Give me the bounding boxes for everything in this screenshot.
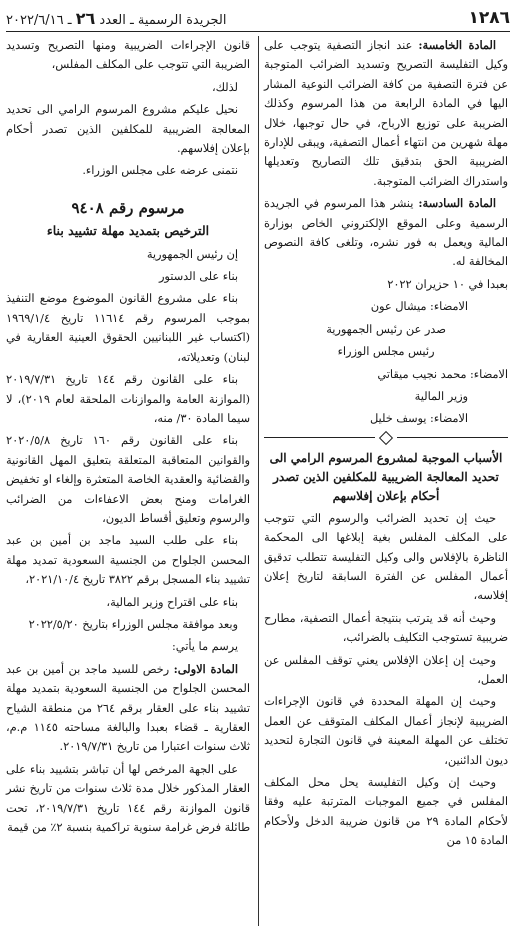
paragraph: بناء على طلب السيد ماجد بن أمين بن عبد المحسن الجلواح من الجنسية السعودية تمديد مهلة تشييد بناء المسجل برقم ٣٨٢٢ تاريخ ٢٠٢١/١٠/٤، [6,534,250,587]
president-signature: الامضاء: ميشال عون [370,300,468,314]
article-1 [6,660,250,757]
paragraph: إن رئيس الجمهورية [146,247,238,261]
article-5-label: المادة الخامسة: [418,38,497,52]
page-number: ١٢٨٦ [468,8,510,28]
header-rule [6,31,510,32]
paragraph: وبعد موافقة مجلس الوزراء بتاريخ ٢٠٢٢/٥/٢٠ [28,617,238,631]
paragraph: بناء على اقتراح وزير المالية، [106,595,238,609]
paragraph: بناء على مشروع القانون الموضوع موضع التنفيذ بموجب المرسوم رقم ١١٦١٤ تاريخ ١٩٦٩/١/٤ (اكتساب غير اللبنانيين الحقوق العينية العقارية في لبنان) وتعديلاته، [6,292,251,364]
issue-date: ـ ٢٠٢٢/٦/١٦ [6,13,72,28]
decree-title: مرسوم رقم ٩٤٠٨ [71,198,185,217]
reason-paragraph: وحيث أنه قد يترتب بنتيجة أعمال التصفية، مطارح ضريبية تستوجب التكليف بالضرائب، [264,611,508,645]
diamond-ornament [379,431,393,445]
decree-subtitle: الترخيص بتمديد مهلة تشييد بناء [46,223,210,239]
issued-by: صدر عن رئيس الجمهورية [326,322,446,336]
article-5 [264,36,508,191]
column-divider [258,36,259,926]
section-divider [264,433,508,443]
article-1-text: رخص للسيد ماجد بن أمين بن عبد المحسن الجلواح من الجنسية السعودية بتمديد مهلة تشييد بناء على العقار برقم ٢٦٤ من منطقة الشياح العقارية ـ قضاء بعبدا والبالغة مساحته ١١٤٥ م.م، ثلاث سنوات اعتبارا من تاريخ ٢٠١٩/٧/٣١. [6,662,250,754]
article-6 [264,194,508,272]
page-header [6,4,510,28]
reasons-heading: الأسباب الموجبة لمشروع المرسوم الرامي الى تحديد المعالجة الضريبية للمكلفين الذين تصدر أحكام بإعلان إفلاسهم [269,450,503,503]
paragraph: على الجهة المرخص لها أن تباشر بتشييد بناء على العقار المذكور خلال مدة ثلاث سنوات من تاريخ نشر قانون الموازنة رقم ١٤٤ تاريخ ٢٠١٩/٧/٣١، تحت طائلة فرض غرامة سنوية تراكمية بنسبة ٢٪ من قيمة [6,762,250,835]
paragraph: نتمنى عرضه على مجلس الوزراء. [82,164,238,178]
article-1-label: المادة الاولى: [173,661,239,676]
paragraph: لذلك، [212,80,238,94]
pm-title: رئيس مجلس الوزراء [337,345,435,359]
gazette-prefix: الجريدة الرسمية ـ العدد [99,13,227,28]
issue-number: ٢٦ [75,9,96,28]
paragraph: بناء على الدستور [158,270,238,284]
paragraph: قانون الإجراءات الضريبية ومنها التصريح وتسديد الضريبة التي تتوجب على المكلف المفلس، [6,39,250,72]
article-6-label: المادة السادسة: [418,196,497,211]
paragraph: بناء على القانون رقم ١٦٠ تاريخ ٢٠٢٠/٥/٨ والقوانين المتعاقبة المتعلقة بتعليق المهل القانونية والقضائية والعقدية الخاصة المتعثرة وإلغاء او تخفيض الغرامات ومنح بعض الاعفاءات من الضرائب والرسوم وتعليق أقساط الديون، [6,434,250,525]
paragraph: يرسم ما يأتي: [172,640,238,654]
article-6-text: ينشر هذا المرسوم في الجريدة الرسمية وعلى الموقع الإلكتروني الخاص بوزارة المالية ويعمل به فور نشره، وتلغى كافة النصوص المخالفة له. [264,197,508,269]
reason-paragraph: حيث إن تحديد الضرائب والرسوم التي تتوجب على المكلف المفلس بغية إبلاغها الى المحكمة الناظرة بالإفلاس والى وكيل التفليسة تتطلب تدقيق أعمال المفلس عن الفترة السابقة لتاريخ إعلان إفلاسه، [264,511,508,603]
finance-minister-title: وزير المالية [414,389,468,403]
pm-signature: الامضاء: محمد نجيب ميقاتي [377,367,508,381]
reason-paragraph: وحيث إن وكيل التفليسة يحل محل المكلف المفلس في جميع الموجبات المترتبة عليه وفقا لأحكام المادة ٢٩ من قانون ضريبة الدخل ولأحكام المادة ١٥ من [264,776,508,848]
paragraph: بناء على القانون رقم ١٤٤ تاريخ ٢٠١٩/٧/٣١ (الموازنة العامة والموازنات الملحقة لعام ٢٠١٩)، لا سيما المادة ٣٠/ منه، [6,373,250,425]
reason-paragraph: وحيث إن إعلان الإفلاس يعني توقف المفلس عن العمل، [264,653,508,686]
finance-minister-signature: الامضاء: يوسف خليل [370,412,468,426]
reason-paragraph: وحيث إن المهلة المحددة في قانون الإجراءات الضريبية لإنجاز أعمال المكلف المتوقف عن العمل تختلف عن المهلة المعينة في قانون التجارة لتحديد ديون الدائنين، [264,695,508,767]
left-column [6,36,250,840]
gazette-title [6,9,227,28]
article-5-text: عند انجاز التصفية يتوجب على وكيل التفليسة التصريح وتسديد الضرائب المتوجبة عن فترة التصفية من كافة الضرائب النوعية المشار اليها في المادة الرابعة من هذا المرسوم وكذلك الضريبة على توزيع الارباح، في حال توجبها، خلال مهلة شهرين من انتهاء أعمال التصفية، ويبقى للإدارة الضريبية الحق بتدقيق تلك التصاريح وتعديلها واستدراك الضرائب المتوجبة. [264,39,508,188]
right-column [264,36,508,854]
paragraph: نحيل عليكم مشروع المرسوم الرامي الى تحديد المعالجة الضريبية للمكلفين الذين تصدر أحكام بإعلان إفلاسهم. [6,103,250,156]
decree-date: بعبدا في ١٠ حزيران ٢٠٢٢ [387,277,508,291]
